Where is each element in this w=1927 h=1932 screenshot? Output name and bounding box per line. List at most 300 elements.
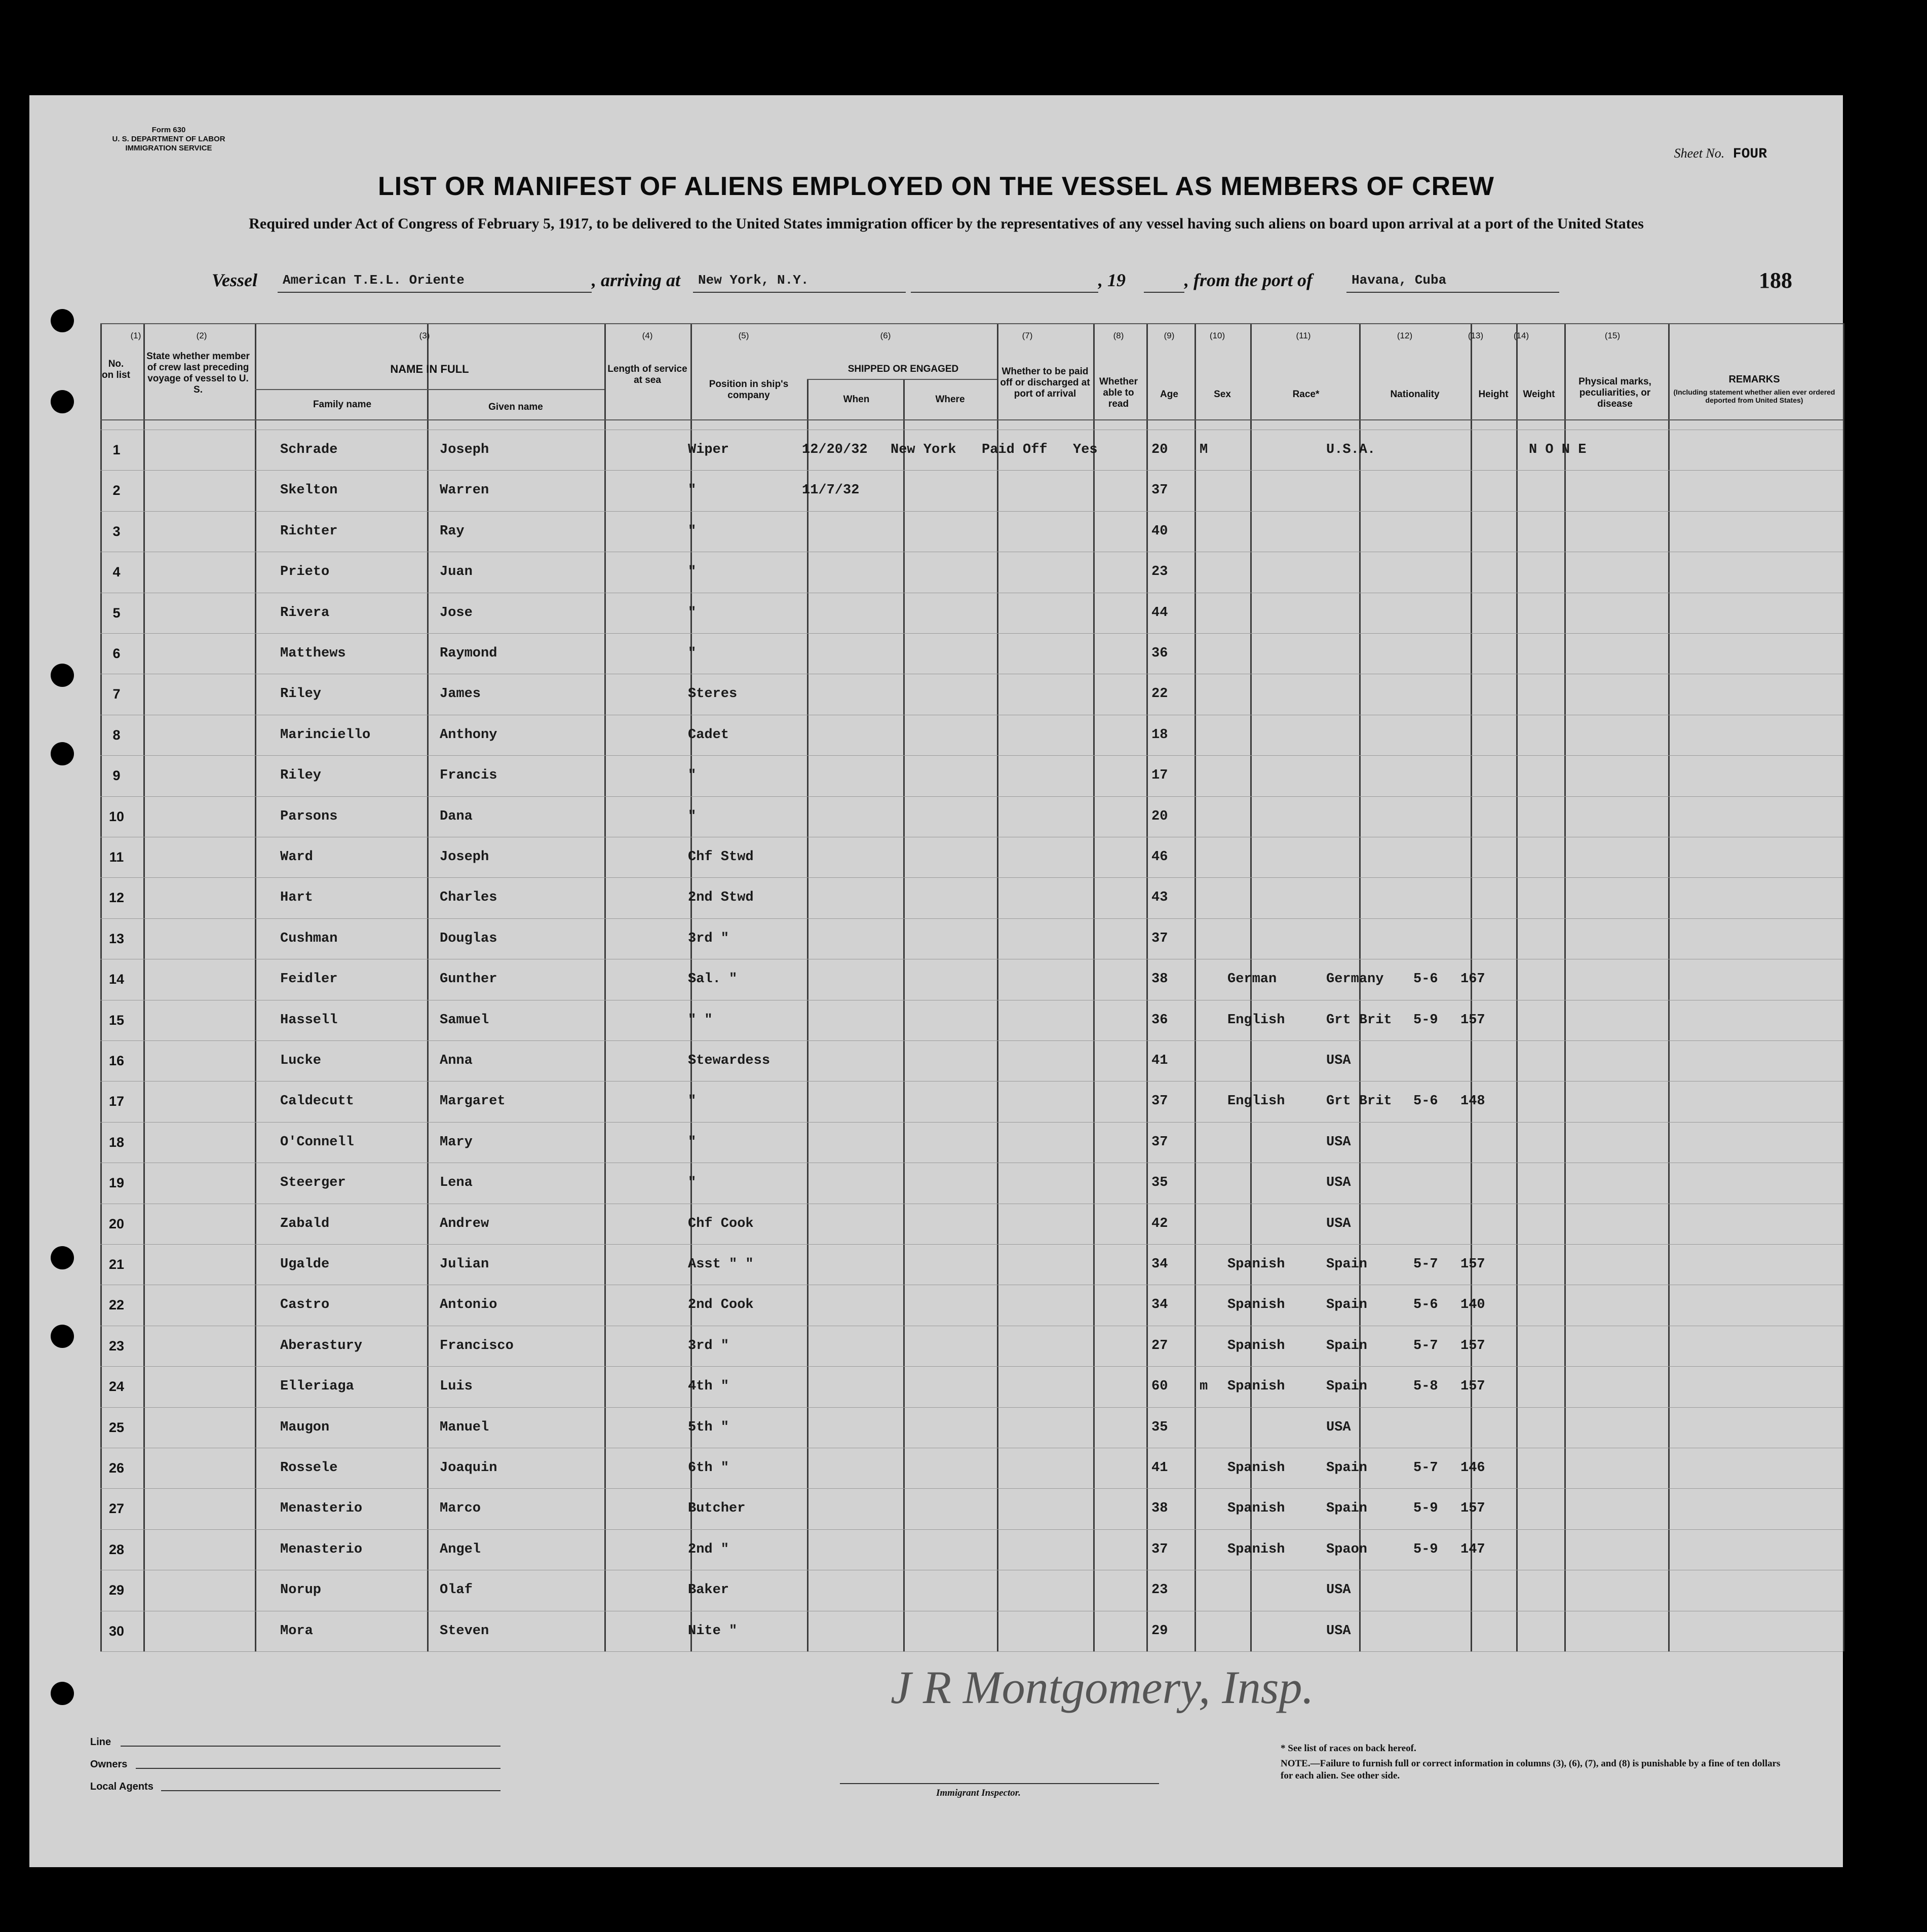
height-cell: 5-7 xyxy=(1413,1460,1438,1476)
given-name-cell: Steven xyxy=(440,1623,489,1639)
position-cell: Nite " xyxy=(688,1623,738,1639)
given-name-cell: Charles xyxy=(440,890,497,906)
row-number-cell: 22 xyxy=(108,1297,125,1313)
position-cell: 2nd Cook xyxy=(688,1297,754,1313)
binder-hole xyxy=(51,309,74,332)
header-paid-off: Whether to be paid off or discharged at port of arrival xyxy=(1000,366,1090,399)
sheet-number xyxy=(1674,146,1767,162)
family-name-cell: Hart xyxy=(280,890,313,906)
age-cell: 38 xyxy=(1151,1501,1168,1517)
age-cell: 23 xyxy=(1151,1582,1168,1598)
header-where: Where xyxy=(935,394,965,405)
able-to-read-cell: Yes xyxy=(1073,442,1098,457)
family-name-cell: Menasterio xyxy=(280,1541,363,1557)
age-cell: 36 xyxy=(1151,646,1168,661)
given-name-cell: Marco xyxy=(440,1501,481,1517)
given-name-cell: Angel xyxy=(440,1541,481,1557)
age-cell: 38 xyxy=(1151,972,1168,987)
header-race: Race* xyxy=(1292,389,1320,400)
nationality-cell: Spain xyxy=(1326,1257,1368,1272)
from-port-label: , from the port of xyxy=(1184,270,1313,290)
table-column-rule xyxy=(143,323,145,1651)
family-name-cell: Ugalde xyxy=(280,1257,330,1272)
family-name-cell: Mora xyxy=(280,1623,313,1639)
row-number-cell: 25 xyxy=(108,1419,125,1435)
position-cell: Wiper xyxy=(688,442,729,457)
sex-cell: m xyxy=(1200,1379,1208,1395)
table-row-rule xyxy=(100,633,1843,634)
family-name-cell: Schrade xyxy=(280,442,338,457)
shipped-where-cell: New York xyxy=(891,442,956,457)
from-port-underline xyxy=(1346,291,1559,293)
binder-hole xyxy=(51,1682,74,1705)
arriving-value: New York, N.Y. xyxy=(698,273,809,288)
given-name-cell: Mary xyxy=(440,1134,473,1150)
age-cell: 60 xyxy=(1151,1379,1168,1395)
row-number-cell: 9 xyxy=(112,768,121,784)
family-name-cell: Richter xyxy=(280,523,338,539)
col-num-2: (2) xyxy=(196,331,207,340)
age-cell: 37 xyxy=(1151,483,1168,498)
sheet-number-value: FOUR xyxy=(1732,146,1767,162)
height-cell: 5-9 xyxy=(1413,1541,1438,1557)
weight-cell: 148 xyxy=(1460,1094,1485,1109)
position-cell: 3rd " xyxy=(688,1338,729,1354)
family-name-cell: Norup xyxy=(280,1582,322,1598)
age-cell: 35 xyxy=(1151,1175,1168,1191)
family-name-cell: Rivera xyxy=(280,605,330,621)
family-name-cell: Parsons xyxy=(280,808,338,824)
family-name-cell: Marinciello xyxy=(280,727,371,743)
table-column-rule xyxy=(807,379,808,1651)
form-service: IMMIGRATION SERVICE xyxy=(125,144,212,152)
row-number-cell: 28 xyxy=(108,1541,125,1557)
position-cell: Chf Stwd xyxy=(688,849,754,865)
table-column-rule xyxy=(427,323,429,1651)
family-name-cell: Elleriaga xyxy=(280,1379,354,1395)
row-number-cell: 4 xyxy=(112,564,121,580)
given-name-cell: Anthony xyxy=(440,727,497,743)
header-remarks: REMARKS xyxy=(1728,374,1780,385)
weight-cell: 157 xyxy=(1460,1379,1485,1395)
family-name-cell: Rossele xyxy=(280,1460,338,1476)
given-name-cell: Joseph xyxy=(440,849,489,865)
given-name-cell: Francisco xyxy=(440,1338,514,1354)
vessel-label: Vessel xyxy=(212,270,257,290)
position-cell: 6th " xyxy=(688,1460,729,1476)
row-number-cell: 10 xyxy=(108,808,125,824)
row-number-cell: 6 xyxy=(112,646,121,661)
table-rule xyxy=(100,323,1843,324)
table-column-rule xyxy=(1516,323,1518,1651)
age-cell: 40 xyxy=(1151,523,1168,539)
family-name-cell: Cushman xyxy=(280,931,338,946)
header-age: Age xyxy=(1160,389,1178,400)
family-name-cell: Ward xyxy=(280,849,313,865)
age-cell: 41 xyxy=(1151,1460,1168,1476)
col-num-11: (11) xyxy=(1296,331,1311,340)
nationality-cell: Spain xyxy=(1326,1460,1368,1476)
age-cell: 43 xyxy=(1151,890,1168,906)
header-able-read: Whether able to read xyxy=(1099,376,1138,409)
header-shipped-engaged: SHIPPED OR ENGAGED xyxy=(847,364,959,374)
row-number-cell: 19 xyxy=(108,1175,125,1191)
sheet-number-label: Sheet No. xyxy=(1674,146,1725,161)
header-height: Height xyxy=(1478,389,1509,400)
age-cell: 18 xyxy=(1151,727,1168,743)
col-num-6: (6) xyxy=(880,331,891,340)
position-cell: 4th " xyxy=(688,1379,729,1395)
weight-cell: 157 xyxy=(1460,1012,1485,1028)
position-cell: Asst " " xyxy=(688,1257,754,1272)
row-number-cell: 7 xyxy=(112,686,121,702)
row-number-cell: 30 xyxy=(108,1623,125,1639)
shipped-when-cell: 12/20/32 xyxy=(802,442,868,457)
binder-hole xyxy=(51,1246,74,1269)
footer-owners-label: Owners xyxy=(90,1759,128,1770)
nationality-cell: Spaon xyxy=(1326,1541,1368,1557)
nationality-cell: U.S.A. xyxy=(1326,442,1376,457)
binder-hole xyxy=(51,1325,74,1348)
row-number-cell: 12 xyxy=(108,890,125,906)
paid-off-cell: Paid Off xyxy=(982,442,1048,457)
position-cell: " xyxy=(688,768,697,784)
row-number-cell: 13 xyxy=(108,931,125,946)
binder-hole xyxy=(51,742,74,765)
table-row-rule xyxy=(100,1488,1843,1489)
nationality-cell: Germany xyxy=(1326,972,1384,987)
age-cell: 22 xyxy=(1151,686,1168,702)
position-cell: 2nd " xyxy=(688,1541,729,1557)
given-name-cell: Joaquin xyxy=(440,1460,497,1476)
given-name-cell: Olaf xyxy=(440,1582,473,1598)
footer-agents-underline xyxy=(161,1789,500,1791)
table-row-rule xyxy=(100,755,1843,756)
binder-hole xyxy=(51,664,74,687)
table-column-rule xyxy=(1250,323,1252,1651)
row-number-cell: 1 xyxy=(112,442,121,457)
row-number-cell: 29 xyxy=(108,1582,125,1598)
given-name-cell: Luis xyxy=(440,1379,473,1395)
height-cell: 5-6 xyxy=(1413,1297,1438,1313)
form-info xyxy=(90,126,247,153)
penalty-note: NOTE.—Failure to furnish full or correct information in columns (3), (6), (7), and (8) is punishable by a fine of ten dollars for each alien. See other side. xyxy=(1281,1758,1781,1781)
age-cell: 23 xyxy=(1151,564,1168,580)
nationality-cell: Grt Brit xyxy=(1326,1094,1392,1109)
nationality-cell: USA xyxy=(1326,1582,1351,1598)
age-cell: 34 xyxy=(1151,1297,1168,1313)
table-row-rule xyxy=(100,1122,1843,1123)
family-name-cell: Zabald xyxy=(280,1216,330,1231)
table-column-rule xyxy=(1564,323,1566,1651)
races-note: * See list of races on back hereof. xyxy=(1281,1743,1416,1754)
race-cell: Spanish xyxy=(1227,1379,1285,1395)
physical-marks-cell: N O N E xyxy=(1529,442,1587,457)
vessel-value: American T.E.L. Oriente xyxy=(283,273,465,288)
weight-cell: 157 xyxy=(1460,1501,1485,1517)
position-cell: Chf Cook xyxy=(688,1216,754,1231)
given-name-cell: Jose xyxy=(440,605,473,621)
nationality-cell: USA xyxy=(1326,1419,1351,1435)
row-number-cell: 2 xyxy=(112,483,121,498)
footer-line-label: Line xyxy=(90,1736,111,1748)
table-row-rule xyxy=(100,1651,1843,1652)
row-number-cell: 16 xyxy=(108,1053,125,1068)
position-cell: Cadet xyxy=(688,727,729,743)
race-cell: Spanish xyxy=(1227,1541,1285,1557)
col-num-9: (9) xyxy=(1164,331,1175,340)
form-number: Form 630 xyxy=(151,126,186,134)
nationality-cell: USA xyxy=(1326,1623,1351,1639)
manifest-sheet xyxy=(29,95,1843,1867)
nationality-cell: USA xyxy=(1326,1134,1351,1150)
nationality-cell: USA xyxy=(1326,1053,1351,1068)
race-cell: Spanish xyxy=(1227,1297,1285,1313)
nationality-cell: Spain xyxy=(1326,1379,1368,1395)
family-name-cell: Feidler xyxy=(280,972,338,987)
age-cell: 37 xyxy=(1151,1094,1168,1109)
header-position: Position in ship's company xyxy=(709,379,789,401)
position-cell: " xyxy=(688,1175,697,1191)
header-nationality: Nationality xyxy=(1390,389,1440,400)
table-column-rule xyxy=(1359,323,1361,1651)
row-number-cell: 5 xyxy=(112,605,121,621)
age-cell: 37 xyxy=(1151,1134,1168,1150)
nationality-cell: Grt Brit xyxy=(1326,1012,1392,1028)
table-row-rule xyxy=(100,1244,1843,1245)
age-cell: 37 xyxy=(1151,931,1168,946)
col-num-8: (8) xyxy=(1113,331,1124,340)
header-physical: Physical marks, peculiarities, or disease xyxy=(1578,376,1651,409)
table-column-rule xyxy=(604,323,606,1651)
given-name-cell: Gunther xyxy=(440,972,497,987)
race-cell: Spanish xyxy=(1227,1338,1285,1354)
position-cell: Steres xyxy=(688,686,738,702)
table-column-rule xyxy=(997,323,998,1651)
page-subtitle: Required under Act of Congress of February 5, 1917, to be delivered to the United States immigration officer by the representatives of any vessel having such aliens on board upon arrival at a port of the United States xyxy=(249,215,1644,232)
weight-cell: 157 xyxy=(1460,1338,1485,1354)
position-cell: " xyxy=(688,564,697,580)
year-underline xyxy=(1144,291,1184,293)
row-number-cell: 8 xyxy=(112,727,121,743)
header-given-name: Given name xyxy=(488,402,543,412)
age-cell: 36 xyxy=(1151,1012,1168,1028)
nationality-cell: Spain xyxy=(1326,1338,1368,1354)
position-cell: " xyxy=(688,1094,697,1109)
age-cell: 20 xyxy=(1151,442,1168,457)
header-remarks-sub: (Including statement whether alien ever ordered deported from United States) xyxy=(1673,388,1835,404)
age-cell: 34 xyxy=(1151,1257,1168,1272)
race-cell: Spanish xyxy=(1227,1460,1285,1476)
table-column-rule xyxy=(1093,323,1095,1651)
height-cell: 5-6 xyxy=(1413,1094,1438,1109)
given-name-cell: Samuel xyxy=(440,1012,489,1028)
weight-cell: 167 xyxy=(1460,972,1485,987)
row-number-cell: 21 xyxy=(108,1257,125,1272)
race-cell: English xyxy=(1227,1094,1285,1109)
given-name-cell: Francis xyxy=(440,768,497,784)
row-number-cell: 26 xyxy=(108,1460,125,1476)
position-cell: " xyxy=(688,523,697,539)
page-title: LIST OR MANIFEST OF ALIENS EMPLOYED ON THE VESSEL AS MEMBERS OF CREW xyxy=(378,172,1494,201)
footer-agents-label: Local Agents xyxy=(90,1781,153,1792)
nationality-cell: Spain xyxy=(1326,1501,1368,1517)
table-row-rule xyxy=(100,470,1843,471)
position-cell: Baker xyxy=(688,1582,729,1598)
family-name-cell: Prieto xyxy=(280,564,330,580)
col-num-12: (12) xyxy=(1397,331,1413,340)
shipped-when-cell: 11/7/32 xyxy=(802,483,860,498)
position-cell: Butcher xyxy=(688,1501,746,1517)
weight-cell: 157 xyxy=(1460,1257,1485,1272)
given-name-cell: Lena xyxy=(440,1175,473,1191)
table-column-rule xyxy=(1668,323,1670,1651)
col-num-13: (13) xyxy=(1468,331,1484,340)
footer-owners-underline xyxy=(136,1767,500,1769)
table-column-rule xyxy=(903,379,905,1651)
position-cell: " xyxy=(688,483,697,498)
row-number-cell: 27 xyxy=(108,1501,125,1517)
col-num-10: (10) xyxy=(1209,331,1225,340)
binder-hole xyxy=(51,390,74,413)
row-number-cell: 20 xyxy=(108,1216,125,1231)
header-name-in-full: NAME IN FULL xyxy=(390,363,469,375)
table-column-rule xyxy=(1146,323,1148,1651)
row-number-cell: 23 xyxy=(108,1338,125,1354)
family-name-cell: Menasterio xyxy=(280,1501,363,1517)
height-cell: 5-9 xyxy=(1413,1012,1438,1028)
sex-cell: M xyxy=(1200,442,1208,457)
nationality-cell: Spain xyxy=(1326,1297,1368,1313)
header-length-service: Length of service at sea xyxy=(607,364,687,385)
row-number-cell: 24 xyxy=(108,1379,125,1395)
family-name-cell: Maugon xyxy=(280,1419,330,1435)
age-cell: 35 xyxy=(1151,1419,1168,1435)
family-name-cell: Steerger xyxy=(280,1175,346,1191)
family-name-cell: Caldecutt xyxy=(280,1094,354,1109)
age-cell: 44 xyxy=(1151,605,1168,621)
inspector-signature: J R Montgomery, Insp. xyxy=(891,1661,1314,1713)
given-name-cell: Margaret xyxy=(440,1094,506,1109)
table-row-rule xyxy=(100,1407,1843,1408)
weight-cell: 140 xyxy=(1460,1297,1485,1313)
inspector-underline xyxy=(840,1782,1159,1784)
vessel-underline xyxy=(278,291,592,293)
given-name-cell: Antonio xyxy=(440,1297,497,1313)
given-name-cell: Douglas xyxy=(440,931,497,946)
given-name-cell: Ray xyxy=(440,523,465,539)
position-cell: Stewardess xyxy=(688,1053,770,1068)
date-underline xyxy=(911,291,1098,293)
row-number-cell: 17 xyxy=(108,1094,125,1109)
given-name-cell: Juan xyxy=(440,564,473,580)
position-cell: " xyxy=(688,605,697,621)
table-row-rule xyxy=(100,877,1843,878)
arriving-label: , arriving at xyxy=(592,270,681,290)
position-cell: 5th " xyxy=(688,1419,729,1435)
age-cell: 37 xyxy=(1151,1541,1168,1557)
height-cell: 5-6 xyxy=(1413,972,1438,987)
weight-cell: 146 xyxy=(1460,1460,1485,1476)
position-cell: 3rd " xyxy=(688,931,729,946)
race-cell: English xyxy=(1227,1012,1285,1028)
inspector-label: Immigrant Inspector. xyxy=(936,1788,1021,1798)
age-cell: 20 xyxy=(1151,808,1168,824)
table-rule xyxy=(255,389,604,390)
given-name-cell: Raymond xyxy=(440,646,497,661)
height-cell: 5-7 xyxy=(1413,1338,1438,1354)
height-cell: 5-8 xyxy=(1413,1379,1438,1395)
table-row-rule xyxy=(100,1366,1843,1367)
age-cell: 42 xyxy=(1151,1216,1168,1231)
table-column-rule xyxy=(255,323,256,1651)
header-state-whether: State whether member of crew last preceding voyage of vessel to U. S. xyxy=(146,351,250,395)
from-port-value: Havana, Cuba xyxy=(1352,273,1447,288)
race-cell: Spanish xyxy=(1227,1257,1285,1272)
height-cell: 5-7 xyxy=(1413,1257,1438,1272)
form-department: U. S. DEPARTMENT OF LABOR xyxy=(112,135,225,143)
position-cell: " " xyxy=(688,1012,713,1028)
family-name-cell: O'Connell xyxy=(280,1134,354,1150)
family-name-cell: Castro xyxy=(280,1297,330,1313)
family-name-cell: Aberastury xyxy=(280,1338,363,1354)
table-row-rule xyxy=(100,1529,1843,1530)
age-cell: 27 xyxy=(1151,1338,1168,1354)
given-name-cell: Manuel xyxy=(440,1419,489,1435)
family-name-cell: Hassell xyxy=(280,1012,338,1028)
col-num-14: (14) xyxy=(1513,331,1529,340)
table-row-rule xyxy=(100,1040,1843,1041)
family-name-cell: Matthews xyxy=(280,646,346,661)
arriving-underline xyxy=(693,291,906,293)
family-name-cell: Riley xyxy=(280,686,322,702)
nationality-cell: USA xyxy=(1326,1216,1351,1231)
table-column-rule xyxy=(1843,323,1844,1651)
row-number-cell: 11 xyxy=(109,849,124,865)
given-name-cell: Warren xyxy=(440,483,489,498)
given-name-cell: Anna xyxy=(440,1053,473,1068)
family-name-cell: Skelton xyxy=(280,483,338,498)
col-num-7: (7) xyxy=(1022,331,1033,340)
col-num-4: (4) xyxy=(642,331,653,340)
table-row-rule xyxy=(100,918,1843,919)
table-row-rule xyxy=(100,511,1843,512)
position-cell: Sal. " xyxy=(688,972,738,987)
age-cell: 46 xyxy=(1151,849,1168,865)
header-weight: Weight xyxy=(1523,389,1555,400)
family-name-cell: Lucke xyxy=(280,1053,322,1068)
col-num-1: (1) xyxy=(130,331,141,340)
family-name-cell: Riley xyxy=(280,768,322,784)
given-name-cell: Andrew xyxy=(440,1216,489,1231)
header-when: When xyxy=(843,394,870,405)
footer-line-underline xyxy=(121,1745,500,1747)
page-number: 188 xyxy=(1759,268,1792,293)
col-num-15: (15) xyxy=(1604,331,1621,340)
header-family-name: Family name xyxy=(313,399,372,410)
row-number-cell: 3 xyxy=(112,523,121,539)
age-cell: 41 xyxy=(1151,1053,1168,1068)
table-row-rule xyxy=(100,796,1843,797)
table-column-rule xyxy=(1194,323,1196,1651)
col-num-5: (5) xyxy=(738,331,749,340)
table-column-rule xyxy=(1471,323,1472,1651)
table-rule xyxy=(100,419,1843,420)
year-label: , 19 xyxy=(1098,270,1126,290)
age-cell: 29 xyxy=(1151,1623,1168,1639)
position-cell: " xyxy=(688,646,697,661)
row-number-cell: 18 xyxy=(108,1134,125,1150)
